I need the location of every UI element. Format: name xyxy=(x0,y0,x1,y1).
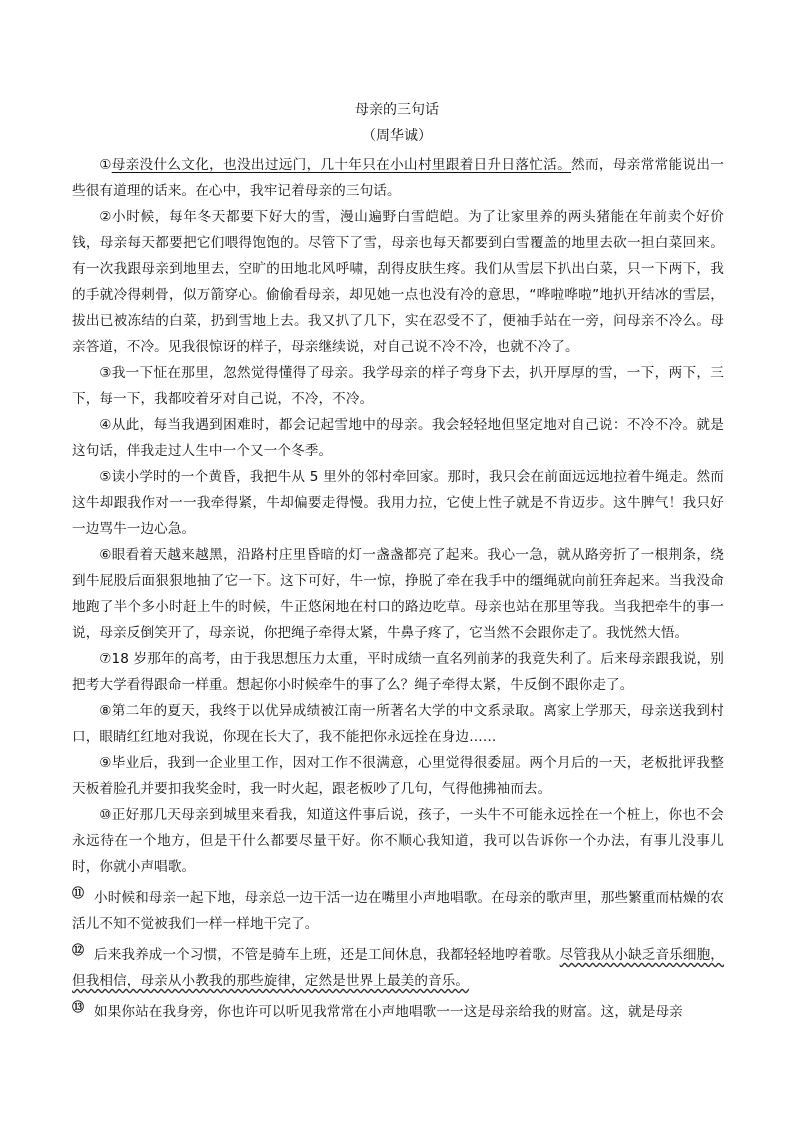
paragraph-number: ⑨ xyxy=(99,755,112,771)
paragraph-12 xyxy=(72,937,724,994)
paragraph-number: ⑫ xyxy=(72,943,85,957)
wavy-underlined-sentence: 尽管我从小缺乏音乐细胞，但我相信，母亲从小教我的那些旋律，定然是世界上最美的音乐。 xyxy=(72,947,724,989)
paragraph-9 xyxy=(72,750,724,802)
article-body xyxy=(72,152,724,1025)
paragraph-text: 我一下怔在那里，忽然觉得懂得了母亲。我学母亲的样子弯身下去，扒开厚厚的雪，一下，两下，三下，每一下，我都咬着牙对自己说，不冷，不冷。 xyxy=(72,365,724,407)
paragraph-text: 小时候和母亲一起下地，母亲总一边干活一边在嘴里小声地唱歌。在母亲的歌声里，那些繁重而枯燥的农活儿不知不觉被我们一样一样地干完了。 xyxy=(72,890,724,932)
paragraph-number: ⑬ xyxy=(72,1000,85,1014)
paragraph-text: 第二年的夏天，我终于以优异成绩被江南一所著名大学的中文系录取。离家上学那天，母亲送我到村口，眼睛红红地对我说，你现在长大了，我不能把你永远拴在身边…… xyxy=(72,703,724,745)
paragraph-number: ② xyxy=(99,209,113,225)
paragraph-number: ⑧ xyxy=(99,703,112,719)
paragraph-number: ③ xyxy=(99,365,112,381)
paragraph-text: 后来我养成一个习惯，不管是骑车上班，还是工间休息，我都轻轻地哼着歌。 xyxy=(94,947,560,963)
paragraph-number: ④ xyxy=(99,417,112,433)
underlined-sentence: 母亲没什么文化，也没出过远门，几十年只在小山村里跟着日升日落忙活。 xyxy=(111,157,572,173)
paragraph-text: 小时候，每年冬天都要下好大的雪，漫山遍野白雪皑皑。为了让家里养的两头猪能在年前卖个好价钱，母亲每天都要把它们喂得饱饱的。尽管下了雪，母亲也每天都要到白雪覆盖的地里去砍一担白菜回来。有一次我跟母亲到地里去，空旷的田地北风呼啸，刮得皮肤生疼。我们从雪层下扒出白菜，只一下两下，我的手就冷得刺骨，似万箭穿心。偷偷看母亲，却见她一点也没有冷的意思，“哗啦哗啦”地扒开结冰的雪层，拔出已被冻结的白菜，扔到雪地上去。我又扒了几下，实在忍受不了，便袖手站在一旁，问母亲不冷么。母亲答道，不冷。见我很惊讶的样子，母亲继续说，对自己说不冷不冷，也就不冷了。 xyxy=(72,209,724,355)
paragraph-1 xyxy=(72,152,724,204)
paragraph-3 xyxy=(72,360,724,412)
paragraph-text: 读小学时的一个黄昏，我把牛从 5 里外的邻村牵回家。那时，我只会在前面远远地拉着牛绳走。然而这牛却跟我作对一一我牵得紧，牛却偏要走得慢。我用力拉，它使上性子就是不肯迈步。这牛脾气！我只好一边骂牛一边心急。 xyxy=(72,469,725,537)
paragraph-5 xyxy=(72,464,724,542)
paragraph-number: ⑥ xyxy=(99,547,112,563)
paragraph-7 xyxy=(72,646,724,698)
paragraph-text: 然而，母亲常常能说出一些很有道理的话来。在心中，我牢记着母亲的三句话。 xyxy=(72,157,724,199)
paragraph-13 xyxy=(72,994,724,1025)
paragraph-number: ⑤ xyxy=(99,469,112,485)
paragraph-text: 毕业后，我到一企业里工作，因对工作不很满意，心里觉得很委屈。两个月后的一天，老板批评我整天板着脸孔并要扣我奖金时，我一时火起，跟老板吵了几句，气得他拂袖而去。 xyxy=(72,755,724,797)
paragraph-text: 从此，每当我遇到困难时，都会记起雪地中的母亲。我会轻轻地但坚定地对自己说：不冷不冷。就是这句话，伴我走过人生中一个又一个冬季。 xyxy=(72,417,724,459)
paragraph-number: ⑦ xyxy=(99,651,112,667)
paragraph-text: 18 岁那年的高考，由于我思想压力太重，平时成绩一直名列前茅的我竟失利了。后来母亲跟我说，别把考大学看得跟命一样重。想起你小时候牵牛的事了么？绳子牵得太紧，牛反倒不跟你走了。 xyxy=(72,651,724,693)
paragraph-number: ① xyxy=(99,157,112,173)
paragraph-text: 眼看着天越来越黑，沿路村庄里昏暗的灯一盏盏都亮了起来。我心一急，就从路旁折了一根荆条，绕到牛屁股后面狠狠地抽了它一下。这下可好，牛一惊，挣脱了牵在我手中的缰绳就向前狂奔起来。当我没命地跑了半个多小时赶上牛的时候，牛正悠闲地在村口的路边吃草。母亲也站在那里等我。当我把牵牛的事一说，母亲反倒笑开了，母亲说，你把绳子牵得太紧，牛鼻子疼了，它当然不会跟你走了。我恍然大悟。 xyxy=(72,547,724,641)
paragraph-6 xyxy=(72,542,724,646)
article-title: 母亲的三句话 xyxy=(355,102,439,118)
paragraph-10 xyxy=(72,802,724,880)
article-author: （周华诚） xyxy=(362,128,432,144)
paragraph-text: 正好那几天母亲到城里来看我，知道这件事后说，孩子，一头牛不可能永远拴在一个桩上，你也不会永远待在一个地方，但是干什么都要尽量干好。你不顺心我知道，我可以告诉你一个办法，有事儿没事儿时，你就小声唱歌。 xyxy=(72,807,724,875)
paragraph-number: ⑪ xyxy=(72,886,85,900)
paragraph-8 xyxy=(72,698,724,750)
paragraph-2 xyxy=(72,204,724,360)
paragraph-11 xyxy=(72,880,724,937)
paragraph-4 xyxy=(72,412,724,464)
paragraph-text: 如果你站在我身旁，你也许可以听见我常常在小声地唱歌一一这是母亲给我的财富。这，就是母亲 xyxy=(94,1004,683,1020)
paragraph-number: ⑩ xyxy=(99,807,112,823)
